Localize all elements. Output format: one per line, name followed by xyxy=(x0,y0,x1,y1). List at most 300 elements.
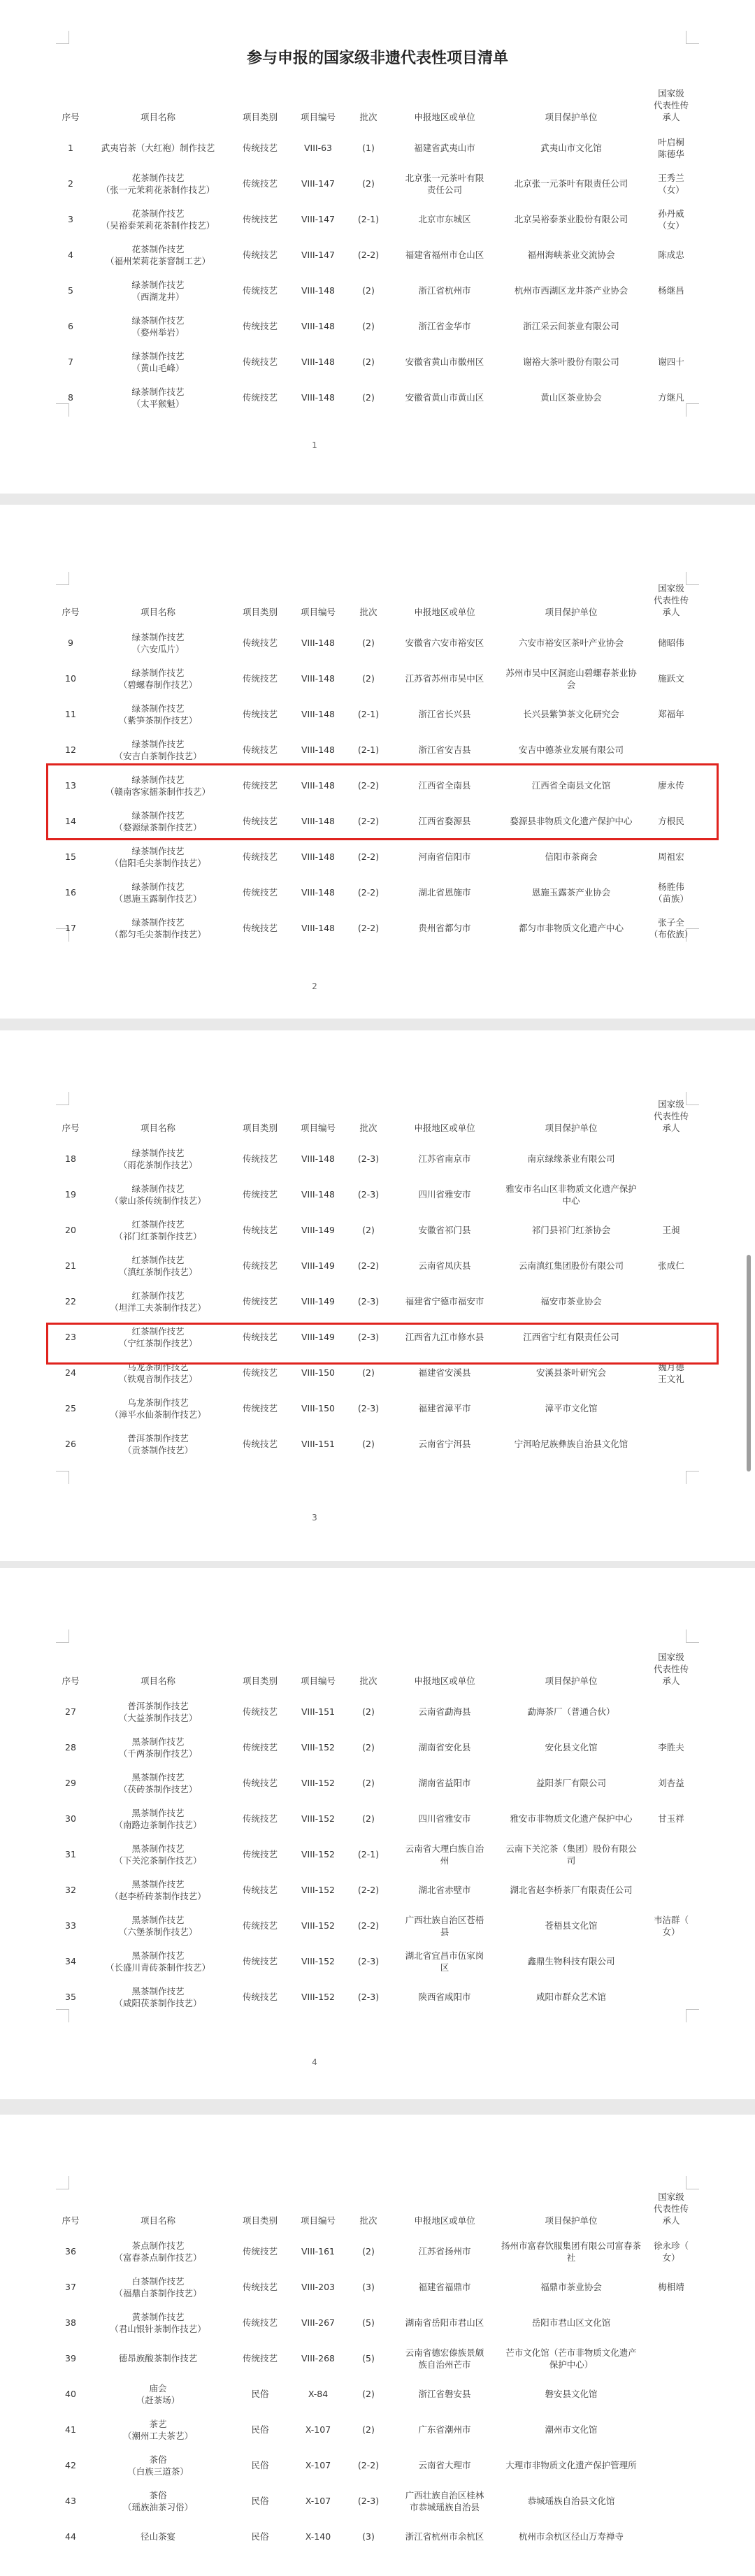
cell-batch: (3) xyxy=(362,2282,375,2292)
cell-category: 传统技艺 xyxy=(242,250,278,260)
cell-batch: (2-3) xyxy=(357,1956,380,1966)
cell-inheritor xyxy=(643,1141,699,1177)
cell-protection-unit: 福鼎市茶业协会 xyxy=(540,2282,602,2292)
cell-number: 35 xyxy=(65,1992,76,2002)
cell-number: 16 xyxy=(65,887,76,898)
cell-category: 传统技艺 xyxy=(242,1367,278,1378)
cell-code: VIII-148 xyxy=(301,851,335,862)
cell-inheritor xyxy=(643,2519,699,2554)
column-header: 项目类别 xyxy=(242,1123,278,1133)
cell-protection-unit: 雅安市名山区非物质文化遗产保护 中心 xyxy=(505,1183,637,1206)
cell-batch: (2-2) xyxy=(357,816,380,826)
cell-inheritor: 周祖宏 xyxy=(658,851,684,862)
cell-protection-unit: 武夷山市文化馆 xyxy=(540,143,602,153)
column-header: 项目名称 xyxy=(140,1123,175,1133)
cell-protection-unit: 苍梧县文化馆 xyxy=(545,1920,598,1931)
cell-inheritor xyxy=(643,2483,699,2519)
cell-batch: (1) xyxy=(362,143,375,153)
cell-number: 27 xyxy=(65,1706,76,1717)
cell-inheritor: 叶启桐 陈德华 xyxy=(658,136,684,159)
table-row xyxy=(56,768,699,803)
cell-protection-unit: 福安市茶业协会 xyxy=(540,1296,602,1307)
cell-number: 7 xyxy=(68,357,73,367)
table-row xyxy=(56,1694,699,1729)
cell-protection-unit: 安溪县茶叶研究会 xyxy=(535,1367,606,1378)
page-corner-mark xyxy=(56,1471,69,1484)
table-row xyxy=(56,2447,699,2483)
table-row xyxy=(56,1141,699,1177)
cell-category: 传统技艺 xyxy=(242,744,278,755)
cell-code: VIII-148 xyxy=(301,638,335,648)
table-row xyxy=(56,803,699,839)
cell-number: 12 xyxy=(65,744,76,755)
cell-inheritor: 陈成忠 xyxy=(658,250,684,260)
cell-region: 云南省大理市 xyxy=(418,2460,471,2470)
cell-region: 福建省福州市仓山区 xyxy=(405,250,484,260)
cell-batch: (2) xyxy=(362,1706,375,1717)
cell-region: 云南省大理白族自治 州 xyxy=(405,1843,484,1866)
column-header: 国家级 代表性传 承人 xyxy=(653,2192,689,2226)
cell-inheritor: 廖永传 xyxy=(658,780,684,791)
cell-inheritor xyxy=(643,1426,699,1462)
table-row xyxy=(56,166,699,201)
cell-region: 福建省武夷山市 xyxy=(414,143,475,153)
cell-project-name: 绿茶制作技艺 （蒙山茶传统制作技艺） xyxy=(110,1183,206,1206)
table-header-row xyxy=(56,582,699,625)
cell-project-name: 普洱茶制作技艺 （贡茶制作技艺） xyxy=(122,1432,193,1455)
cell-region: 四川省雅安市 xyxy=(418,1813,471,1824)
cell-category: 民俗 xyxy=(251,2424,269,2435)
cell-project-name: 红茶制作技艺 （滇红茶制作技艺） xyxy=(118,1254,198,1277)
cell-number: 43 xyxy=(65,2496,76,2506)
page-corner-mark xyxy=(686,2176,699,2189)
cell-code: VIII-149 xyxy=(301,1260,335,1271)
cell-project-name: 绿茶制作技艺 （黄山毛峰） xyxy=(131,350,185,373)
cell-project-name: 武夷岩茶（大红袍）制作技艺 xyxy=(101,143,215,153)
cell-protection-unit: 漳平市文化馆 xyxy=(545,1403,598,1413)
project-table xyxy=(56,2190,699,2554)
cell-number: 23 xyxy=(65,1332,76,1342)
cell-inheritor: 刘杏益 xyxy=(658,1778,684,1788)
cell-number: 41 xyxy=(65,2424,76,2435)
cell-inheritor xyxy=(643,1872,699,1908)
cell-region: 河南省信阳市 xyxy=(418,851,471,862)
cell-region: 广西壮族自治区桂林 市恭城瑶族自治县 xyxy=(405,2489,484,2512)
cell-protection-unit: 北京吴裕泰茶业股份有限公司 xyxy=(514,214,628,224)
cell-inheritor: 谢四十 xyxy=(658,357,684,367)
column-header: 项目名称 xyxy=(140,607,175,617)
cell-code: VIII-152 xyxy=(301,1742,335,1753)
cell-category: 传统技艺 xyxy=(242,1296,278,1307)
column-header: 批次 xyxy=(359,112,378,122)
cell-number: 21 xyxy=(65,1260,76,1271)
table-row xyxy=(56,1979,699,2015)
cell-region: 湖北省恩施市 xyxy=(418,887,471,898)
cell-batch: (2-2) xyxy=(357,923,380,933)
cell-code: VIII-152 xyxy=(301,1778,335,1788)
column-header: 项目类别 xyxy=(242,112,278,122)
cell-inheritor: 王秀兰 （女） xyxy=(658,172,684,195)
column-header: 序号 xyxy=(62,112,80,122)
cell-inheritor xyxy=(643,308,699,344)
cell-inheritor: 李胜夫 xyxy=(658,1742,684,1753)
cell-protection-unit: 浙江采云间茶业有限公司 xyxy=(523,321,619,331)
table-row xyxy=(56,2483,699,2519)
cell-protection-unit: 江西省全南县文化馆 xyxy=(531,780,611,791)
cell-region: 安徽省黄山市徽州区 xyxy=(405,357,484,367)
cell-region: 北京张一元茶叶有限 责任公司 xyxy=(405,172,484,195)
cell-code: VIII-152 xyxy=(301,1885,335,1895)
page-corner-mark xyxy=(686,1629,699,1643)
cell-category: 传统技艺 xyxy=(242,673,278,684)
table-row xyxy=(56,1212,699,1248)
cell-code: VIII-268 xyxy=(301,2353,335,2363)
cell-inheritor xyxy=(643,1283,699,1319)
cell-inheritor: 徐永珍（ 女） xyxy=(653,2240,689,2263)
cell-region: 北京市东城区 xyxy=(418,214,471,224)
cell-number: 8 xyxy=(68,392,73,403)
cell-batch: (2-2) xyxy=(357,2460,380,2470)
cell-code: VIII-151 xyxy=(301,1439,335,1449)
cell-batch: (2-2) xyxy=(357,1920,380,1931)
table-row xyxy=(56,1908,699,1943)
cell-code: VIII-203 xyxy=(301,2282,335,2292)
cell-category: 传统技艺 xyxy=(242,285,278,296)
cell-region: 广西壮族自治区苍梧 县 xyxy=(405,1914,484,1937)
cell-protection-unit: 大理市非物质文化遗产保护管理所 xyxy=(505,2460,637,2470)
cell-batch: (2-1) xyxy=(357,709,380,719)
column-header: 序号 xyxy=(62,1676,80,1686)
cell-number: 34 xyxy=(65,1956,76,1966)
cell-batch: (2) xyxy=(362,2246,375,2257)
cell-project-name: 黄茶制作技艺 （君山银针茶制作技艺） xyxy=(110,2311,206,2334)
cell-inheritor xyxy=(643,1177,699,1212)
cell-code: VIII-147 xyxy=(301,178,335,189)
cell-batch: (2-1) xyxy=(357,214,380,224)
cell-code: VIII-147 xyxy=(301,250,335,260)
cell-number: 36 xyxy=(65,2246,76,2257)
cell-category: 传统技艺 xyxy=(242,851,278,862)
cell-batch: (2-1) xyxy=(357,744,380,755)
cell-protection-unit: 北京张一元茶叶有限责任公司 xyxy=(514,178,628,189)
cell-protection-unit: 苏州市吴中区洞庭山碧螺春茶业协 会 xyxy=(505,667,637,690)
cell-project-name: 普洱茶制作技艺 （大益茶制作技艺） xyxy=(118,1700,198,1723)
cell-batch: (2-3) xyxy=(357,1296,380,1307)
page-corner-mark xyxy=(56,31,69,44)
cell-batch: (2) xyxy=(362,2424,375,2435)
cell-batch: (2) xyxy=(362,1742,375,1753)
page-number: 2 xyxy=(312,981,317,991)
cell-batch: (2) xyxy=(362,673,375,684)
cell-protection-unit: 岳阳市君山区文化馆 xyxy=(531,2317,611,2328)
cell-code: VIII-152 xyxy=(301,1849,335,1859)
cell-batch: (2-3) xyxy=(357,1992,380,2002)
cell-project-name: 绿茶制作技艺 （雨花茶制作技艺） xyxy=(118,1147,198,1170)
cell-protection-unit: 咸阳市群众艺术馆 xyxy=(535,1992,606,2002)
cell-number: 30 xyxy=(65,1813,76,1824)
cell-inheritor xyxy=(643,2340,699,2376)
project-table xyxy=(56,1098,699,1462)
document-page-4 xyxy=(0,1568,755,2099)
cell-number: 3 xyxy=(68,214,73,224)
table-row xyxy=(56,2269,699,2305)
table-row xyxy=(56,1943,699,1979)
cell-project-name: 绿茶制作技艺 （六安瓜片） xyxy=(131,631,185,654)
document-title: 参与申报的国家级非遗代表性项目清单 xyxy=(246,50,508,67)
cell-batch: (2-2) xyxy=(357,851,380,862)
cell-category: 民俗 xyxy=(251,2496,269,2506)
cell-inheritor: 储昭伟 xyxy=(658,638,684,648)
cell-number: 15 xyxy=(65,851,76,862)
column-header: 项目保护单位 xyxy=(545,607,598,617)
cell-batch: (2) xyxy=(362,392,375,403)
table-row xyxy=(56,1729,699,1765)
cell-category: 传统技艺 xyxy=(242,2282,278,2292)
cell-batch: (3) xyxy=(362,2531,375,2542)
cell-region: 云南省勐海县 xyxy=(418,1706,471,1717)
cell-protection-unit: 勐海茶厂（普通合伙） xyxy=(527,1706,615,1717)
project-table xyxy=(56,582,699,946)
cell-protection-unit: 潮州市文化馆 xyxy=(545,2424,598,2435)
cell-project-name: 乌龙茶制作技艺 （铁观音制作技艺） xyxy=(118,1361,198,1384)
table-row xyxy=(56,273,699,308)
cell-code: VIII-267 xyxy=(301,2317,335,2328)
cell-code: VIII-150 xyxy=(301,1403,335,1413)
cell-code: VIII-150 xyxy=(301,1367,335,1378)
cell-number: 44 xyxy=(65,2531,76,2542)
cell-category: 传统技艺 xyxy=(242,1153,278,1164)
cell-number: 38 xyxy=(65,2317,76,2328)
cell-category: 传统技艺 xyxy=(242,923,278,933)
column-header: 项目名称 xyxy=(140,1676,175,1686)
cell-protection-unit: 谢裕大茶叶股份有限公司 xyxy=(523,357,619,367)
cell-protection-unit: 恭城瑶族自治县文化馆 xyxy=(527,2496,615,2506)
cell-category: 传统技艺 xyxy=(242,321,278,331)
column-header: 项目编号 xyxy=(300,1123,336,1133)
cell-number: 19 xyxy=(65,1189,76,1200)
cell-inheritor: 甘玉祥 xyxy=(658,1813,684,1824)
cell-batch: (2) xyxy=(362,1367,375,1378)
cell-category: 传统技艺 xyxy=(242,357,278,367)
cell-code: VIII-148 xyxy=(301,709,335,719)
cell-code: VIII-151 xyxy=(301,1706,335,1717)
cell-region: 江西省九江市修水县 xyxy=(405,1332,484,1342)
cell-batch: (2) xyxy=(362,285,375,296)
column-header: 项目类别 xyxy=(242,2215,278,2226)
cell-region: 云南省德宏傣族景颇 族自治州芒市 xyxy=(405,2347,484,2370)
table-row xyxy=(56,1248,699,1283)
cell-number: 22 xyxy=(65,1296,76,1307)
cell-region: 江苏省扬州市 xyxy=(418,2246,471,2257)
cell-category: 传统技艺 xyxy=(242,1260,278,1271)
cell-batch: (5) xyxy=(362,2353,375,2363)
cell-batch: (2-1) xyxy=(357,1849,380,1859)
column-header: 申报地区或单位 xyxy=(414,1123,475,1133)
cell-batch: (2) xyxy=(362,178,375,189)
cell-project-name: 黑茶制作技艺 （长盛川青砖茶制作技艺） xyxy=(105,1950,210,1973)
table-row xyxy=(56,625,699,661)
table-row xyxy=(56,2340,699,2376)
cell-number: 25 xyxy=(65,1403,76,1413)
table-header-row xyxy=(56,1098,699,1141)
cell-project-name: 红茶制作技艺 （坦洋工夫茶制作技艺） xyxy=(110,1290,206,1313)
cell-batch: (2-3) xyxy=(357,1189,380,1200)
cell-batch: (2-2) xyxy=(357,250,380,260)
cell-batch: (2) xyxy=(362,1225,375,1235)
cell-project-name: 绿茶制作技艺 （安吉白茶制作技艺） xyxy=(114,738,202,761)
cell-batch: (2-2) xyxy=(357,887,380,898)
cell-project-name: 绿茶制作技艺 （碧螺春制作技艺） xyxy=(118,667,198,690)
cell-inheritor xyxy=(643,2412,699,2447)
cell-protection-unit: 益阳茶厂有限公司 xyxy=(535,1778,606,1788)
cell-inheritor xyxy=(643,1943,699,1979)
cell-region: 湖南省益阳市 xyxy=(418,1778,471,1788)
cell-inheritor: 杨胜伟 （苗族） xyxy=(653,881,689,904)
table-header-row xyxy=(56,1650,699,1694)
cell-code: VIII-147 xyxy=(301,214,335,224)
cell-code: VIII-152 xyxy=(301,1956,335,1966)
column-header: 批次 xyxy=(359,1676,378,1686)
cell-code: VIII-148 xyxy=(301,887,335,898)
cell-project-name: 绿茶制作技艺 （太平猴魁） xyxy=(131,386,185,409)
column-header: 申报地区或单位 xyxy=(414,607,475,617)
cell-category: 传统技艺 xyxy=(242,1189,278,1200)
cell-category: 传统技艺 xyxy=(242,1992,278,2002)
cell-category: 传统技艺 xyxy=(242,143,278,153)
cell-region: 安徽省六安市裕安区 xyxy=(405,638,484,648)
column-header: 项目类别 xyxy=(242,1676,278,1686)
cell-project-name: 绿茶制作技艺 （紫笋茶制作技艺） xyxy=(118,703,198,726)
column-header: 序号 xyxy=(62,1123,80,1133)
cell-code: VIII-148 xyxy=(301,780,335,791)
cell-inheritor xyxy=(643,1319,699,1355)
cell-project-name: 白茶制作技艺 （福鼎白茶制作技艺） xyxy=(114,2275,202,2298)
cell-number: 32 xyxy=(65,1885,76,1895)
cell-region: 福建省安溪县 xyxy=(418,1367,471,1378)
cell-code: VIII-161 xyxy=(301,2246,335,2257)
cell-region: 浙江省安吉县 xyxy=(418,744,471,755)
cell-number: 6 xyxy=(68,321,73,331)
table-row xyxy=(56,1801,699,1836)
column-header: 项目保护单位 xyxy=(545,2215,598,2226)
cell-batch: (2-2) xyxy=(357,1885,380,1895)
cell-project-name: 乌龙茶制作技艺 （漳平水仙茶制作技艺） xyxy=(110,1397,206,1420)
column-header: 项目编号 xyxy=(300,607,336,617)
table-row xyxy=(56,1836,699,1872)
column-header: 项目类别 xyxy=(242,607,278,617)
cell-protection-unit: 扬州市富春饮服集团有限公司富春茶 社 xyxy=(501,2240,641,2263)
cell-protection-unit: 福州海峡茶业交流协会 xyxy=(527,250,615,260)
cell-batch: (5) xyxy=(362,2317,375,2328)
cell-region: 江苏省苏州市吴中区 xyxy=(405,673,484,684)
column-header: 项目编号 xyxy=(300,2215,336,2226)
cell-region: 安徽省黄山市黄山区 xyxy=(405,392,484,403)
table-row xyxy=(56,1319,699,1355)
cell-project-name: 绿茶制作技艺 （西湖龙井） xyxy=(131,279,185,302)
cell-code: VIII-148 xyxy=(301,744,335,755)
column-header: 项目名称 xyxy=(140,112,175,122)
cell-protection-unit: 雅安市非物质文化遗产保护中心 xyxy=(510,1813,633,1824)
cell-region: 湖北省宜昌市伍家岗 区 xyxy=(405,1950,484,1973)
cell-region: 贵州省都匀市 xyxy=(418,923,471,933)
cell-code: VIII-152 xyxy=(301,1920,335,1931)
cell-category: 传统技艺 xyxy=(242,887,278,898)
cell-number: 29 xyxy=(65,1778,76,1788)
document-page-2 xyxy=(0,505,755,1019)
cell-project-name: 绿茶制作技艺 （恩施玉露制作技艺） xyxy=(114,881,202,904)
cell-batch: (2) xyxy=(362,357,375,367)
cell-category: 传统技艺 xyxy=(242,1885,278,1895)
column-header: 批次 xyxy=(359,2215,378,2226)
cell-region: 陕西省咸阳市 xyxy=(418,1992,471,2002)
cell-project-name: 茶俗 （白族三道茶） xyxy=(127,2454,189,2477)
column-header: 批次 xyxy=(359,1123,378,1133)
cell-protection-unit: 宁洱哈尼族彝族自治县文化馆 xyxy=(514,1439,628,1449)
scrollbar-thumb[interactable] xyxy=(747,1255,751,1472)
cell-project-name: 黑茶制作技艺 （千两茶制作技艺） xyxy=(118,1736,198,1759)
cell-region: 浙江省磐安县 xyxy=(418,2389,471,2399)
cell-batch: (2-2) xyxy=(357,1260,380,1271)
table-row xyxy=(56,875,699,910)
cell-project-name: 绿茶制作技艺 （婺州举岩） xyxy=(131,315,185,338)
cell-protection-unit: 长兴县紫笋茶文化研究会 xyxy=(523,709,619,719)
cell-protection-unit: 信阳市茶商会 xyxy=(545,851,598,862)
cell-project-name: 红茶制作技艺 （祁门红茶制作技艺） xyxy=(114,1218,202,1242)
page-number: 4 xyxy=(312,2057,317,2067)
cell-category: 传统技艺 xyxy=(242,1813,278,1824)
cell-number: 42 xyxy=(65,2460,76,2470)
table-row xyxy=(56,380,699,415)
cell-project-name: 红茶制作技艺 （宁红茶制作技艺） xyxy=(118,1325,198,1348)
cell-code: VIII-149 xyxy=(301,1296,335,1307)
cell-code: VIII-148 xyxy=(301,923,335,933)
table-row xyxy=(56,1355,699,1390)
table-row xyxy=(56,2233,699,2269)
cell-code: X-107 xyxy=(305,2496,331,2506)
cell-protection-unit: 杭州市西湖区龙井茶产业协会 xyxy=(514,285,628,296)
cell-category: 传统技艺 xyxy=(242,1956,278,1966)
cell-inheritor: 韦洁群（ 女） xyxy=(653,1914,689,1937)
cell-number: 40 xyxy=(65,2389,76,2399)
cell-category: 传统技艺 xyxy=(242,1403,278,1413)
cell-batch: (2) xyxy=(362,1439,375,1449)
table-row xyxy=(56,344,699,380)
cell-project-name: 黑茶制作技艺 （茯砖茶制作技艺） xyxy=(118,1771,198,1794)
cell-code: X-84 xyxy=(308,2389,329,2399)
cell-protection-unit: 安吉中德茶业发展有限公司 xyxy=(518,744,624,755)
table-row xyxy=(56,1283,699,1319)
project-table xyxy=(56,87,699,415)
cell-batch: (2) xyxy=(362,2389,375,2399)
cell-code: VIII-148 xyxy=(301,357,335,367)
table-header-row xyxy=(56,2190,699,2233)
cell-category: 传统技艺 xyxy=(242,2353,278,2363)
cell-code: VIII-148 xyxy=(301,285,335,296)
cell-protection-unit: 黄山区茶业协会 xyxy=(540,392,602,403)
cell-category: 传统技艺 xyxy=(242,816,278,826)
table-row xyxy=(56,1390,699,1426)
column-header: 序号 xyxy=(62,2215,80,2226)
cell-inheritor xyxy=(643,1694,699,1729)
cell-inheritor xyxy=(643,2447,699,2483)
cell-region: 福建省宁德市福安市 xyxy=(405,1296,484,1307)
cell-number: 39 xyxy=(65,2353,76,2363)
cell-category: 传统技艺 xyxy=(242,780,278,791)
cell-region: 湖南省安化县 xyxy=(418,1742,471,1753)
column-header: 项目名称 xyxy=(140,2215,175,2226)
cell-category: 民俗 xyxy=(251,2389,269,2399)
cell-inheritor: 施跃文 xyxy=(658,673,684,684)
